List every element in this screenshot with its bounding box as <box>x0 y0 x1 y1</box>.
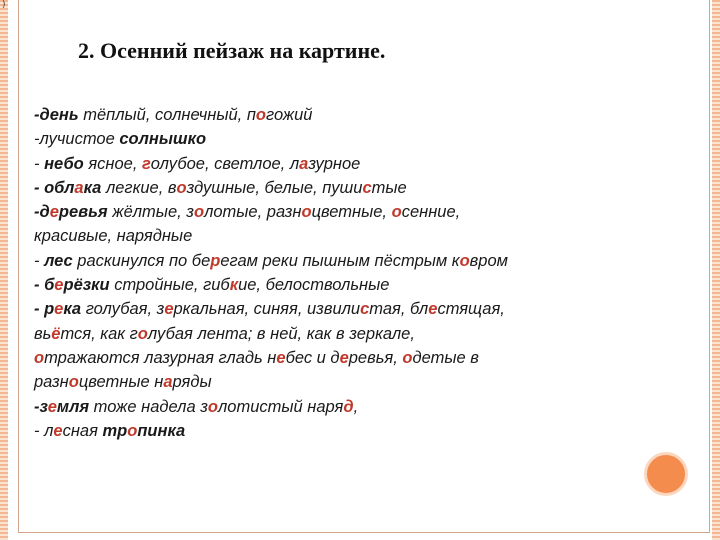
highlighted-letter: е <box>164 300 174 319</box>
text-segment: голубая, з <box>81 300 165 319</box>
bold-word: - б <box>34 276 55 295</box>
text-line <box>34 346 654 370</box>
highlighted-letter: о <box>127 421 138 440</box>
text-segment: олубое, светлое, л <box>150 154 300 173</box>
bold-word: -д <box>34 203 50 222</box>
text-line <box>34 249 654 273</box>
bold-word: - р <box>34 300 55 319</box>
text-segment: гожий <box>266 106 313 124</box>
text-segment: тся, как г <box>60 324 138 343</box>
text-segment: бес и д <box>285 348 340 367</box>
highlighted-letter: о <box>402 348 413 367</box>
bold-word: - обл <box>34 178 75 197</box>
highlighted-letter: о <box>391 203 402 222</box>
highlighted-letter: ё <box>51 324 61 343</box>
highlighted-letter: о <box>137 324 148 343</box>
corner-mark: ) <box>2 0 6 10</box>
text-segment: - <box>34 154 45 173</box>
text-segment: легкие, в <box>101 178 177 197</box>
text-line <box>34 224 654 248</box>
highlighted-letter: е <box>54 276 64 295</box>
text-segment: -лучистое <box>34 130 120 149</box>
bold-word: рёзки <box>63 276 110 295</box>
text-line <box>34 273 654 297</box>
highlighted-letter: о <box>207 397 218 416</box>
highlighted-letter: е <box>53 421 63 440</box>
text-segment: стящая, <box>437 300 505 319</box>
highlighted-letter: к <box>229 276 239 295</box>
highlighted-letter: е <box>276 348 286 367</box>
bold-word: ка <box>63 300 82 319</box>
text-segment: тёплый, солнечный, п <box>78 106 256 124</box>
text-segment: красивые, нарядные <box>34 227 193 246</box>
highlighted-letter: а <box>74 178 84 197</box>
highlighted-letter: о <box>301 203 312 222</box>
text-segment: вь <box>34 324 52 343</box>
highlighted-letter: е <box>428 300 438 319</box>
text-segment: - <box>34 251 45 270</box>
bold-word: -день <box>34 106 79 124</box>
text-segment: разн <box>34 373 69 392</box>
highlighted-letter: д <box>343 397 354 416</box>
text-segment: ркальная, синяя, извили <box>173 300 361 319</box>
text-segment: лубая лента; в ней, как в зеркале, <box>147 324 415 343</box>
highlighted-letter: е <box>49 203 59 222</box>
text-line <box>34 152 654 176</box>
text-segment: здушные, белые, пуши <box>186 178 363 197</box>
highlighted-letter: р <box>210 251 221 270</box>
right-decorative-stripe <box>712 0 720 540</box>
bold-word: небо <box>44 154 84 173</box>
bold-word: тр <box>102 421 128 440</box>
highlighted-letter: а <box>299 154 309 173</box>
bold-word: -з <box>34 397 48 416</box>
text-segment: цветные, <box>311 203 392 222</box>
text-segment: стройные, гиб <box>109 276 230 295</box>
text-segment: тоже надела з <box>89 397 208 416</box>
text-segment: цветные н <box>78 373 164 392</box>
highlighted-letter: е <box>339 348 349 367</box>
highlighted-letter: о <box>34 348 45 367</box>
text-segment: тражаются лазурная гладь н <box>44 348 277 367</box>
text-segment: зурное <box>308 154 361 173</box>
text-segment: лотые, разн <box>204 203 302 222</box>
highlighted-letter: о <box>176 178 187 197</box>
text-line <box>34 370 654 394</box>
highlighted-letter: с <box>362 178 372 197</box>
highlighted-letter: о <box>68 373 79 392</box>
highlighted-letter: о <box>193 203 205 222</box>
bold-word: ревья <box>58 203 108 222</box>
text-line <box>34 127 654 151</box>
text-segment: жёлтые, з <box>107 203 194 222</box>
text-body <box>34 103 654 443</box>
left-decorative-stripe <box>0 0 8 540</box>
text-line <box>34 176 654 200</box>
text-line <box>34 322 654 346</box>
text-line <box>34 297 654 321</box>
text-segment: вром <box>469 251 508 270</box>
text-segment: - л <box>34 421 54 440</box>
highlighted-letter: е <box>54 300 64 319</box>
slide-title: 2. Осенний пейзаж на картине. <box>78 38 386 63</box>
text-segment: тая, бл <box>369 300 429 319</box>
text-segment: егам реки пышным пёстрым к <box>220 251 460 270</box>
text-segment: ревья, <box>348 348 403 367</box>
bold-word: ка <box>83 178 102 197</box>
text-line <box>34 419 654 443</box>
text-segment: раскинулся по бе <box>72 251 211 270</box>
bold-word: мля <box>56 397 90 416</box>
bold-word: лес <box>44 251 73 270</box>
highlighted-letter: о <box>255 106 266 124</box>
text-segment: детые в <box>412 348 479 367</box>
orange-circle-decoration <box>644 452 688 496</box>
text-segment: сенние, <box>401 203 461 222</box>
text-line <box>34 200 654 224</box>
text-segment: ясное, <box>83 154 142 173</box>
bold-word: солнышко <box>119 130 207 149</box>
highlighted-letter: е <box>47 397 57 416</box>
text-line <box>34 395 654 419</box>
highlighted-letter: а <box>163 373 173 392</box>
text-segment: тые <box>371 178 407 197</box>
text-segment: ряды <box>172 373 212 392</box>
highlighted-letter: с <box>360 300 370 319</box>
text-line <box>34 103 654 127</box>
highlighted-letter: г <box>141 154 151 173</box>
text-segment: сная <box>62 421 103 440</box>
highlighted-letter: о <box>459 251 470 270</box>
bold-word: пинка <box>137 421 186 440</box>
text-segment: лотистый наря <box>217 397 344 416</box>
text-segment: , <box>353 397 359 416</box>
text-segment: ие, белоствольные <box>238 276 390 295</box>
